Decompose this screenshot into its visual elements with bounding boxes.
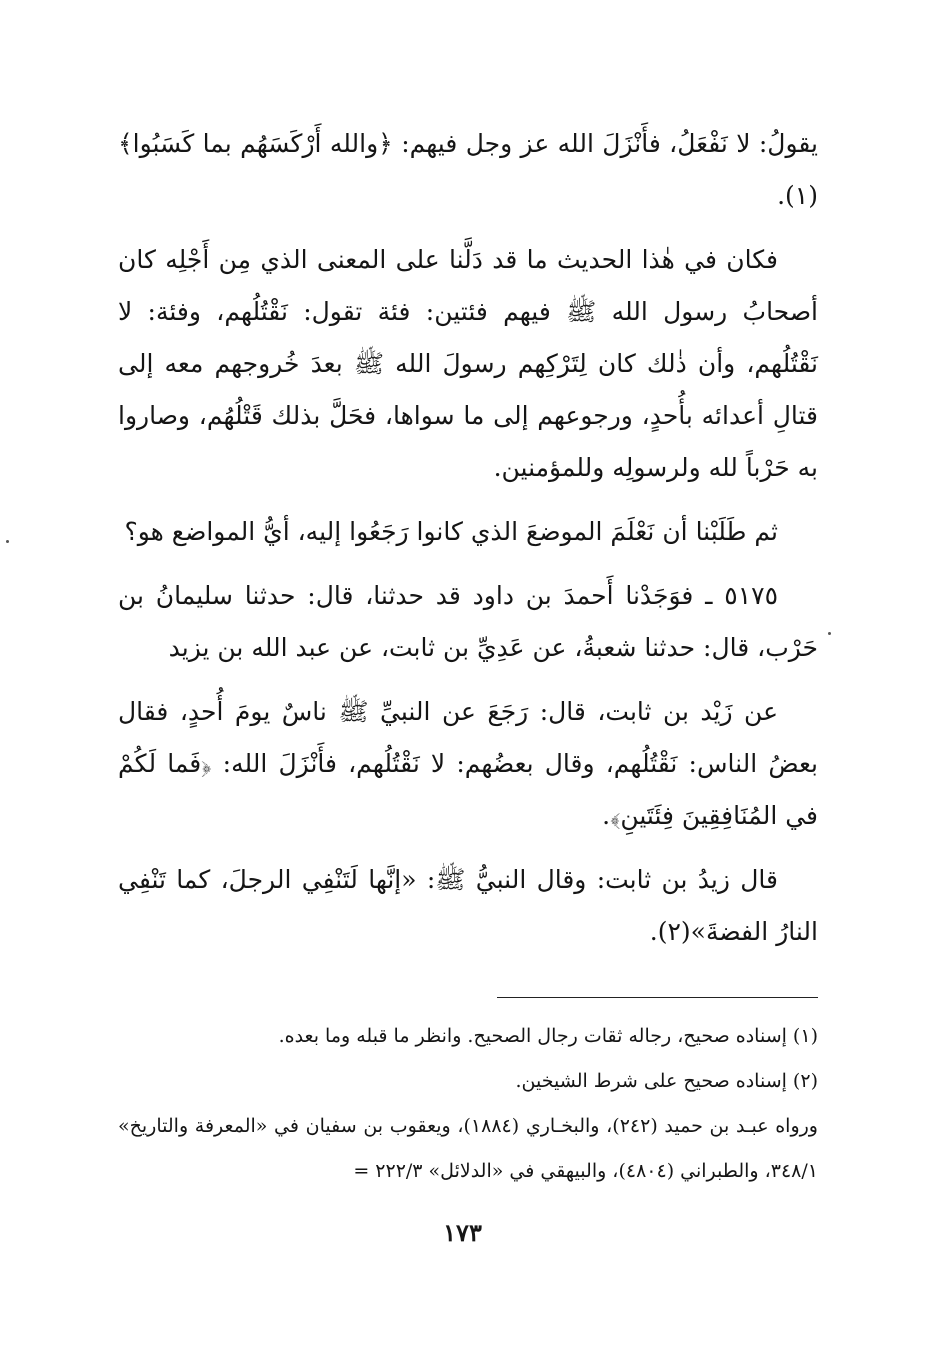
scan-speck	[828, 632, 831, 635]
footnotes	[118, 1014, 818, 1194]
paragraph-hadith-matn: عن زَيْد بن ثابت، قال: رَجَعَ عن النبيِّ ﷺ ناسٌ يومَ أُحدٍ، فقال بعضُ الناس: نَقْتُلُهم، وقال بعضُهم: لا نَقْتُلُهم، فأَنْزَلَ الله: ﴿فَما لَكُمْ في المُنَافِقِينَ فِئَتَينِ﴾.	[118, 697, 818, 830]
paragraph-commentary: فكان في هٰذا الحديث ما قد دَلَّنا على المعنى الذي مِن أَجْلِه كان أصحابُ رسول الله ﷺ فيهم فئتين: فئة تقول: نَقْتُلُهم، وفئة: لا نَقْتُلُهم، وأن ذٰلك كان لِتَرْكِهم رسولَ الله ﷺ بعدَ خُروجهم معه إلى قتالِ أعدائه بأُحدٍ، ورجوعهم إلى ما سواها، فحَلَّ بذلك قَتْلُهُم، وصاروا به حَرْباً لله ولرسولِه وللمؤمنين.	[118, 245, 818, 482]
footnote-2-continuation: ورواه عبـد بن حميد (٢٤٢)، والبخـاري (١٨٨٤)، ويعقوب بن سفيان في «المعرفة والتاريخ» ٣٤٨/١، والطبراني (٤٨٠٤)، والبيهقي في «الدلائل» ٢٢٢/٣ =	[118, 1115, 818, 1182]
paragraph-hadith-isnad: ٥١٧٥ ـ فوَجَدْنا أَحمدَ بن داود قد حدثنا، قال: حدثنا سليمانُ بن حَرْب، قال: حدثنا شعبةُ، عن عَدِيِّ بن ثابت، عن عبد الله بن يزيد	[118, 581, 818, 662]
paragraph-question: ثم طَلَبْنا أن نَعْلَمَ الموضعَ الذي كانوا رَجَعُوا إليه، أيُّ المواضع هو؟	[124, 517, 778, 546]
footnote-separator	[497, 997, 818, 998]
scan-speck	[6, 540, 9, 543]
page-number: ١٧٣	[443, 1218, 482, 1247]
footnote-2: (٢) إسناده صحيح على شرط الشيخين.	[515, 1070, 818, 1092]
paragraph-hadith-saying: قال زيدُ بن ثابت: وقال النبيُّ ﷺ: «إنَّها لَتَنْفِي الرجلَ، كما تَنْفِي النارُ الفضةَ»(٢).	[118, 865, 818, 946]
main-text	[118, 118, 818, 970]
footnote-1: (١) إسناده صحيح، رجاله ثقات رجال الصحيح. وانظر ما قبله وما بعده.	[278, 1025, 818, 1047]
paragraph-continuation: يقولُ: لا نَفْعَلُ، فأَنْزَلَ الله عز وجل فيهم: ﴿والله أَرْكَسَهُم بما كَسَبُوا﴾(١).	[118, 129, 818, 210]
